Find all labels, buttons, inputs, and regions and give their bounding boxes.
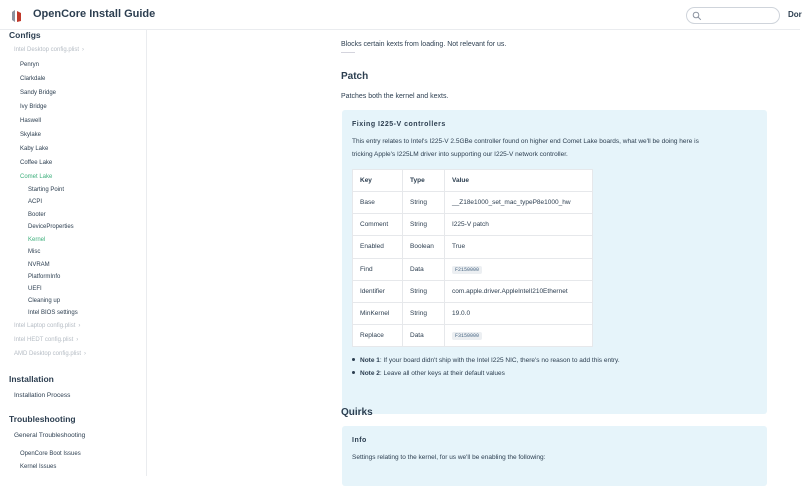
sidebar-subitem-uefi[interactable]: UEFI [28,286,42,292]
table-cell-value: True [445,236,593,258]
sidebar-item-kernel-issues[interactable]: Kernel Issues [20,464,57,470]
table-row [353,280,593,302]
heading-quirks[interactable]: Quirks [341,407,373,418]
table-cell-value [445,258,593,280]
table-row [353,258,593,280]
tip-text-line-1: This entry relates to Intel's I225-V 2.5GBe controller found on higher end Comet Lake boards, what we'll be doing here is [352,138,699,145]
sidebar-item-kaby-lake[interactable]: Kaby Lake [20,146,49,152]
heading-patch[interactable]: Patch [341,71,369,82]
opencore-logo-icon[interactable] [9,9,23,23]
sidebar-group-label: Intel Laptop config.plist [14,323,76,329]
sidebar-group-amd-desktop[interactable] [14,351,86,357]
sidebar-subitem-starting-point[interactable]: Starting Point [28,187,65,193]
table-row [353,192,593,214]
table-cell-value: com.apple.driver.AppleIntelI210Ethernet [445,280,593,302]
info-box-quirks [342,426,767,486]
table-cell-value: I225-V patch [445,214,593,236]
sidebar-item-sandy-bridge[interactable]: Sandy Bridge [20,90,57,96]
table-cell-key: Identifier [353,280,403,302]
sidebar-group-intel-desktop[interactable] [14,47,84,53]
search-icon [692,11,702,21]
info-text: Settings relating to the kernel, for us we'll be enabling the following: [352,454,546,461]
cut-off-heading [341,52,355,55]
sidebar-group-label: AMD Desktop config.plist [14,351,82,357]
sidebar-item-skylake[interactable]: Skylake [20,132,42,138]
sidebar-item-comet-lake[interactable]: Comet Lake [20,174,53,180]
table-cell-key: Comment [353,214,403,236]
bullet-icon [352,358,355,361]
table-cell-key: Replace [353,325,403,347]
info-title: Info [352,437,367,444]
table-header-value: Value [445,170,593,192]
note-1-label: Note 1 [360,357,380,364]
patch-table [352,169,593,347]
sidebar-item-haswell[interactable]: Haswell [20,118,42,124]
table-cell-type: String [403,214,445,236]
sidebar-group-label: Intel HEDT config.plist [14,337,74,343]
table-cell-key: Find [353,258,403,280]
search-input[interactable] [704,9,776,22]
block-description: Blocks certain kexts from loading. Not relevant for us. [341,41,507,48]
chevron-right-icon: › [82,47,85,53]
note-1 [352,357,620,364]
sidebar-subitem-cleaning-up[interactable]: Cleaning up [28,298,61,304]
table-cell-type: Data [403,325,445,347]
table-cell-key: MinKernel [353,302,403,324]
inline-code: F2150000 [452,266,482,274]
table-cell-type: Data [403,258,445,280]
table-row [353,214,593,236]
table-cell-type: String [403,302,445,324]
sidebar-heading-configs[interactable]: Configs [9,30,41,40]
chevron-right-icon: › [76,337,79,343]
sidebar [0,30,147,476]
sidebar-group-intel-laptop[interactable] [14,323,80,329]
table-row [353,236,593,258]
sidebar-item-penryn[interactable]: Penryn [20,62,40,68]
sidebar-item-installation-process[interactable]: Installation Process [14,392,71,399]
table-cell-type: String [403,280,445,302]
table-cell-type: Boolean [403,236,445,258]
navbar [0,0,800,30]
sidebar-subitem-booter[interactable]: Booter [28,212,46,218]
sidebar-item-coffee-lake[interactable]: Coffee Lake [20,160,53,166]
table-row [353,302,593,324]
sidebar-subitem-acpi[interactable]: ACPI [28,199,43,205]
sidebar-subitem-intel-bios-settings[interactable]: Intel BIOS settings [28,310,78,316]
table-cell-value: 19.0.0 [445,302,593,324]
sidebar-group-label: Intel Desktop config.plist [14,47,80,53]
table-cell-value: __Z18e1000_set_mac_typeP8e1000_hw [445,192,593,214]
table-header-key: Key [353,170,403,192]
note-2-text: : Leave all other keys at their default values [379,370,505,377]
table-cell-type: String [403,192,445,214]
note-1-text: : If your board didn't ship with the Intel I225 NIC, there's no reason to add this entry. [379,357,620,364]
site-title[interactable]: OpenCore Install Guide [33,8,156,20]
sidebar-item-clarkdale[interactable]: Clarkdale [20,76,46,82]
sidebar-item-ivy-bridge[interactable]: Ivy Bridge [20,104,47,110]
patch-description: Patches both the kernel and kexts. [341,93,449,100]
search-box[interactable] [686,7,780,24]
tip-box-i225v [342,110,767,414]
tip-title: Fixing I225-V controllers [352,121,446,128]
sidebar-subitem-kernel[interactable]: Kernel [28,237,46,243]
table-cell-key: Enabled [353,236,403,258]
sidebar-item-general-troubleshooting[interactable]: General Troubleshooting [14,432,86,439]
table-header-row [353,170,593,192]
sidebar-subitem-nvram[interactable]: NVRAM [28,262,50,268]
note-2 [352,370,505,377]
table-cell-key: Base [353,192,403,214]
nav-link-docs[interactable]: Dor [788,10,802,19]
sidebar-group-intel-hedt[interactable] [14,337,78,343]
sidebar-heading-troubleshooting[interactable]: Troubleshooting [9,414,76,424]
bullet-icon [352,371,355,374]
note-2-label: Note 2 [360,370,380,377]
sidebar-subitem-platforminfo[interactable]: PlatformInfo [28,274,61,280]
sidebar-subitem-deviceproperties[interactable]: DeviceProperties [28,224,74,230]
sidebar-subitem-misc[interactable]: Misc [28,249,41,255]
table-row [353,325,593,347]
tip-text-line-2: tricking Apple's I225LM driver into supporting our I225-V network controller. [352,151,568,158]
table-header-type: Type [403,170,445,192]
main-content [148,30,800,476]
sidebar-item-opencore-boot-issues[interactable]: OpenCore Boot Issues [20,451,81,457]
chevron-right-icon: › [84,351,87,357]
inline-code: F3150000 [452,332,482,340]
sidebar-heading-installation[interactable]: Installation [9,374,54,384]
table-cell-value [445,325,593,347]
chevron-right-icon: › [78,323,81,329]
